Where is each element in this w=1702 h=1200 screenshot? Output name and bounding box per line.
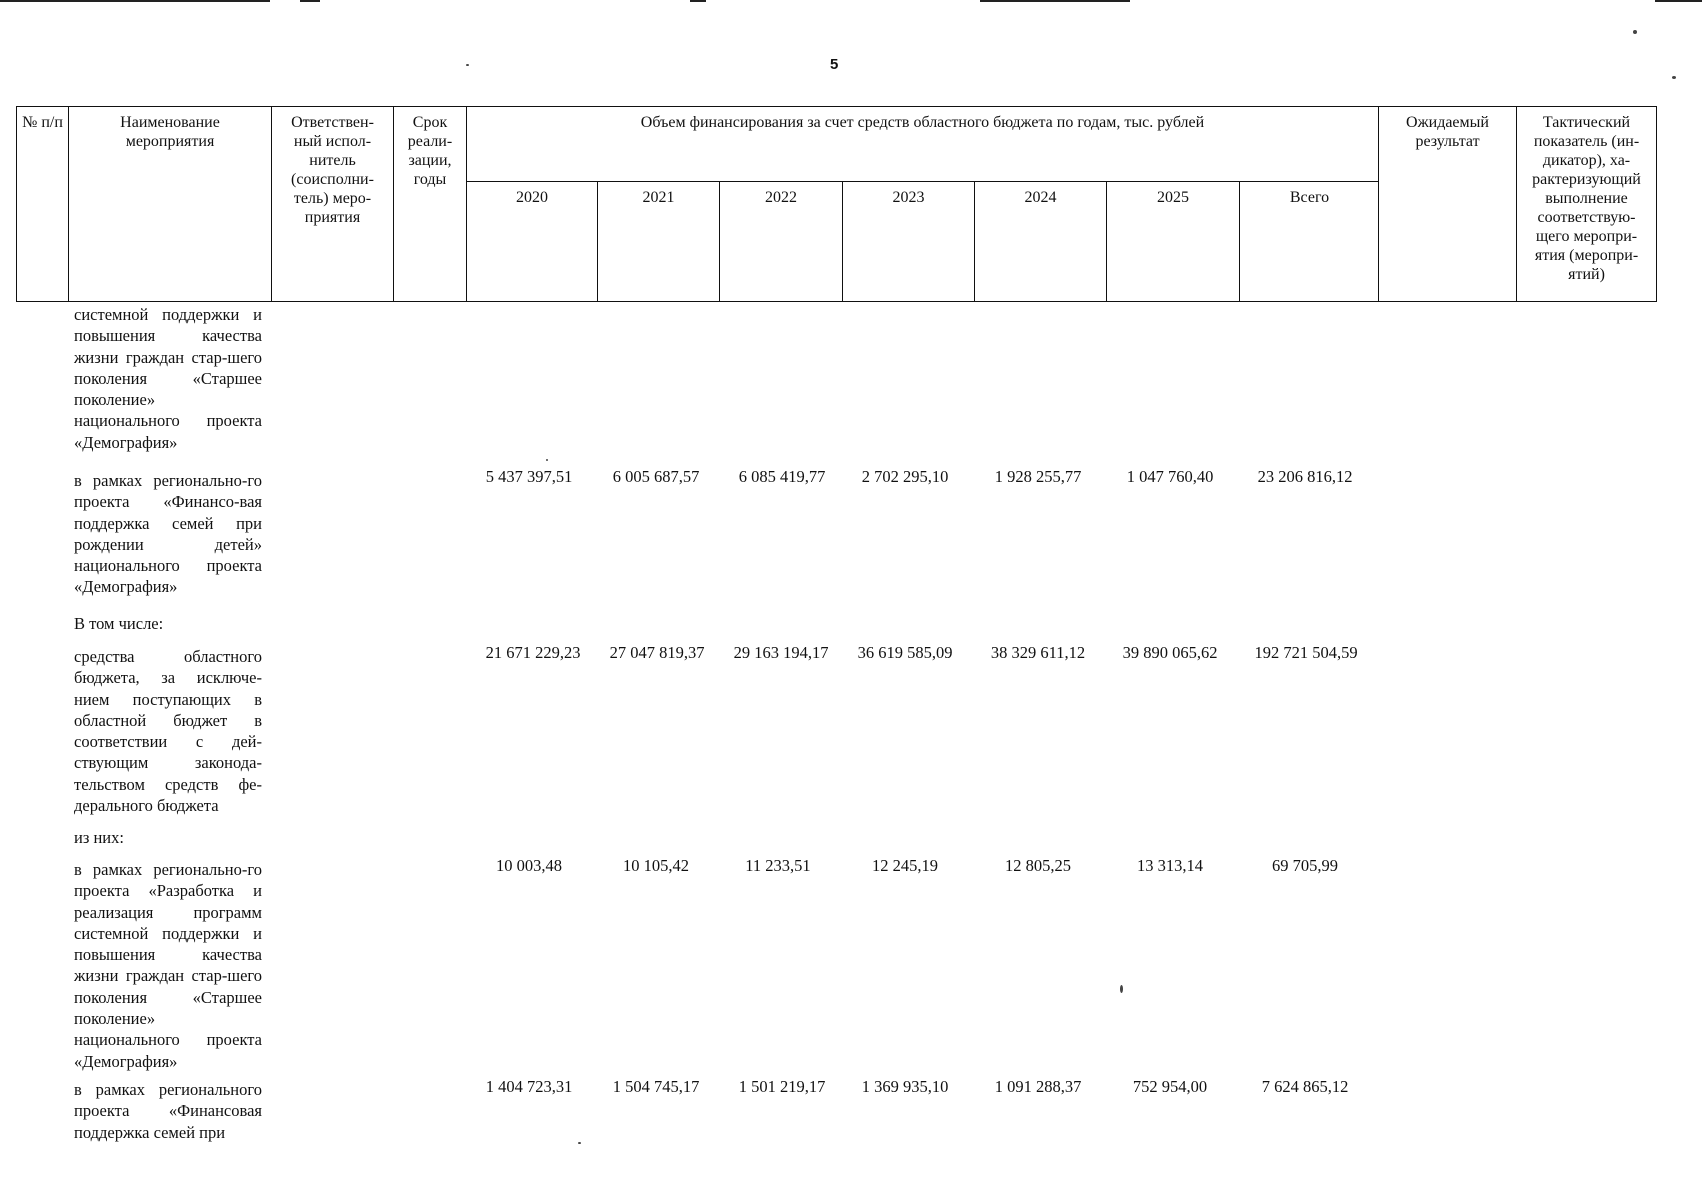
scan-speck bbox=[1120, 985, 1123, 993]
scan-edge-line bbox=[1655, 0, 1702, 2]
year-2025: 2025 bbox=[1106, 182, 1239, 301]
value-2021: 10 105,42 bbox=[623, 856, 689, 875]
scan-edge-line bbox=[0, 0, 270, 2]
value-2023: 36 619 585,09 bbox=[857, 643, 953, 662]
header-number: № п/п bbox=[22, 114, 63, 131]
row-name: в рамках регионально-го проекта «Разработка и реализация программ системной поддержки и повышения качества жизни граждан стар-шего поколения «Старшее поколение» национального проекта «Демография» bbox=[74, 860, 262, 1071]
value-2021: 27 047 819,37 bbox=[609, 643, 705, 662]
value-2024: 12 805,25 bbox=[1005, 856, 1071, 875]
year-2020: 2020 bbox=[516, 189, 548, 206]
value-2023: 1 369 935,10 bbox=[861, 1077, 949, 1096]
value-2021: 1 504 745,17 bbox=[612, 1077, 700, 1096]
row-name: в рамках регионального проекта «Финансовая поддержка семей при bbox=[74, 1080, 262, 1142]
year-2024: 2024 bbox=[974, 182, 1106, 301]
header-funding-title: Объем финансирования за счет средств областного бюджета по годам, тыс. рублей bbox=[640, 114, 1205, 131]
row-name: средства областного бюджета, за исключе-нием поступающих в областной бюджет в соответствии с дей-ствующим законода-тельством средств фе-дерального бюджета bbox=[74, 647, 262, 816]
value-2020: 5 437 397,51 bbox=[485, 467, 573, 486]
value-total: 192 721 504,59 bbox=[1254, 643, 1358, 662]
scan-speck bbox=[466, 64, 469, 66]
value-2023: 2 702 295,10 bbox=[861, 467, 949, 486]
value-2022: 29 163 194,17 bbox=[733, 643, 829, 662]
value-2020: 10 003,48 bbox=[496, 856, 562, 875]
value-2025: 13 313,14 bbox=[1137, 856, 1203, 875]
year-2021: 2021 bbox=[597, 182, 719, 301]
header-result: Ожидаемый результат bbox=[1378, 107, 1516, 301]
value-2022: 6 085 419,77 bbox=[738, 467, 826, 486]
value-2024: 1 928 255,77 bbox=[994, 467, 1082, 486]
value-total: 23 206 816,12 bbox=[1257, 467, 1353, 486]
scan-edge-line bbox=[980, 0, 1130, 2]
value-total: 69 705,99 bbox=[1272, 856, 1338, 875]
scan-edge-line bbox=[690, 0, 706, 2]
year-total: Всего bbox=[1239, 182, 1379, 301]
value-2022: 1 501 219,17 bbox=[738, 1077, 826, 1096]
scan-speck bbox=[1672, 76, 1676, 79]
scan-speck bbox=[578, 1142, 581, 1144]
year-2022: 2022 bbox=[719, 182, 842, 301]
row-name: системной поддержки и повышения качества жизни граждан стар-шего поколения «Старшее поколение» национального проекта «Демография» bbox=[74, 305, 262, 452]
value-2020: 21 671 229,23 bbox=[485, 643, 581, 662]
value-2024: 38 329 611,12 bbox=[990, 643, 1086, 662]
value-2022: 11 233,51 bbox=[745, 856, 811, 875]
scan-edge-line bbox=[300, 0, 320, 2]
row-name: из них: bbox=[74, 828, 124, 847]
header-term: Срок реали-зации, годы bbox=[393, 107, 466, 301]
row-name: в рамках регионально-го проекта «Финансо-вая поддержка семей при рождении детей» национального проекта «Демография» bbox=[74, 471, 262, 597]
page-number: 5 bbox=[830, 56, 839, 73]
year-row bbox=[467, 181, 1378, 301]
header-indicator: Тактический показатель (ин-дикатор), ха-рактеризующий выполнение соответствую-щего меропри-ятия (меропри-ятий) bbox=[1516, 107, 1656, 301]
header-executor: Ответствен-ный испол-нитель (соисполни-тель) меро-приятия bbox=[271, 107, 393, 301]
header-name: Наименование мероприятия bbox=[68, 107, 271, 301]
scan-speck bbox=[546, 459, 548, 461]
header-funding bbox=[466, 107, 1378, 301]
row-name: В том числе: bbox=[74, 614, 164, 633]
value-2023: 12 245,19 bbox=[872, 856, 938, 875]
value-2025: 752 954,00 bbox=[1132, 1077, 1208, 1096]
scan-speck bbox=[1633, 30, 1637, 34]
value-2025: 1 047 760,40 bbox=[1126, 467, 1214, 486]
value-2020: 1 404 723,31 bbox=[485, 1077, 573, 1096]
value-2021: 6 005 687,57 bbox=[612, 467, 700, 486]
value-2024: 1 091 288,37 bbox=[994, 1077, 1082, 1096]
value-2025: 39 890 065,62 bbox=[1122, 643, 1218, 662]
table-header bbox=[16, 106, 1657, 302]
value-total: 7 624 865,12 bbox=[1261, 1077, 1349, 1096]
year-2023: 2023 bbox=[842, 182, 974, 301]
